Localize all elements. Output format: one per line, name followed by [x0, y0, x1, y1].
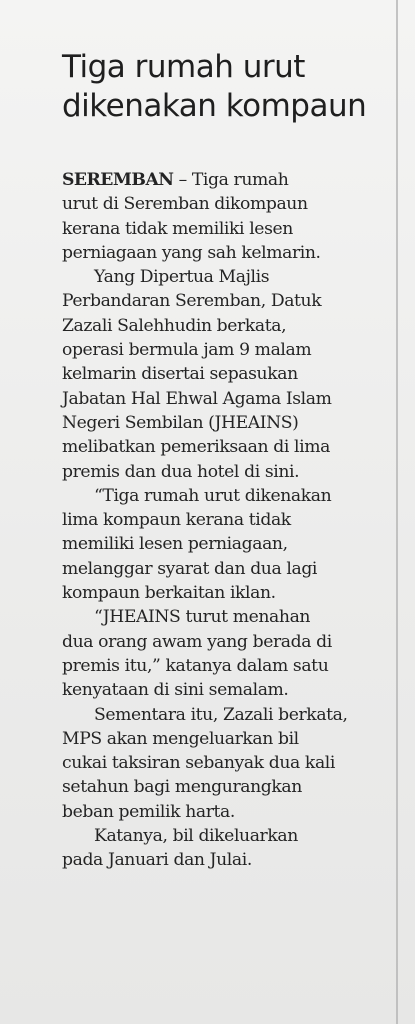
article-line: operasi bermula jam 9 malam: [62, 340, 312, 361]
article-line: urut di Seremban dikompaun: [62, 194, 308, 215]
article-line: perniagaan yang sah kelmarin.: [62, 242, 321, 263]
dateline: SEREMBAN: [62, 170, 174, 190]
article-line: kenyataan di sini semalam.: [62, 680, 289, 701]
headline: [62, 48, 392, 126]
article-line: melibatkan pemeriksaan di lima: [62, 437, 330, 458]
article-line: Zazali Salehhudin berkata,: [62, 315, 287, 336]
article-line: setahun bagi mengurangkan: [62, 777, 302, 798]
article-line: “JHEAINS turut menahan: [94, 607, 311, 628]
article-line: premis dan dua hotel di sini.: [62, 461, 300, 482]
headline-line-1: Tiga rumah urut: [62, 49, 305, 85]
article-line: Katanya, bil dikeluarkan: [94, 826, 298, 847]
article-line: Sementara itu, Zazali berkata,: [94, 704, 348, 725]
column-rule: [396, 0, 398, 1024]
article-line: dua orang awam yang berada di: [62, 631, 332, 652]
article-line: beban pemilik harta.: [62, 801, 235, 822]
article-line: memiliki lesen perniagaan,: [62, 534, 288, 555]
article-line: “Tiga rumah urut dikenakan: [94, 485, 332, 506]
article-line: kerana tidak memiliki lesen: [62, 218, 293, 239]
article-line: premis itu,” katanya dalam satu: [62, 655, 329, 676]
article-line: Perbandaran Seremban, Datuk: [62, 291, 322, 312]
article-body: [62, 168, 392, 873]
article-line: cukai taksiran sebanyak dua kali: [62, 753, 335, 774]
article-line: Yang Dipertua Majlis: [94, 267, 270, 288]
article-line: Jabatan Hal Ehwal Agama Islam: [62, 388, 332, 409]
article-line: [62, 168, 392, 192]
headline-line-2: dikenakan kompaun: [62, 88, 367, 124]
article-line: kelmarin disertai sepasukan: [62, 364, 298, 385]
article-line: kompaun berkaitan iklan.: [62, 583, 276, 604]
article-line-text: – Tiga rumah: [178, 170, 289, 190]
article-line: pada Januari dan Julai.: [62, 850, 252, 871]
article-line: Negeri Sembilan (JHEAINS): [62, 412, 299, 433]
article-line: lima kompaun kerana tidak: [62, 510, 291, 531]
article-line: melanggar syarat dan dua lagi: [62, 558, 318, 579]
article-line: MPS akan mengeluarkan bil: [62, 728, 299, 749]
